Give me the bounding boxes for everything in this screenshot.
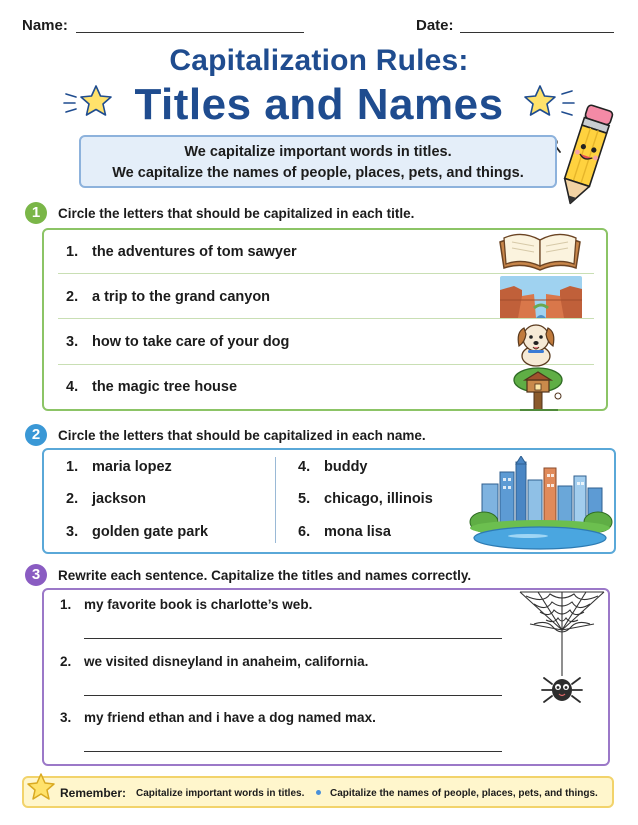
answer-line-3[interactable] [84, 751, 502, 752]
city-park-icon [468, 456, 614, 552]
remember-tip-2: Capitalize the names of people, places, pets, and things. [330, 788, 598, 799]
section-2-instruction: Circle the letters that should be capitalized in each name. [58, 428, 426, 443]
treehouse-icon [510, 366, 568, 412]
page-title: Capitalization Rules: [169, 44, 469, 77]
bullet-dot [316, 790, 321, 795]
canyon-icon [500, 276, 582, 318]
name-item-2[interactable]: 2. jackson [66, 491, 146, 507]
column-divider [275, 457, 276, 543]
section-3-instruction: Rewrite each sentence. Capitalize the titles and names correctly. [58, 568, 472, 583]
answer-line-1[interactable] [84, 638, 502, 639]
open-book-icon [494, 228, 586, 274]
sentence-2: 2. we visited disneyland in anaheim, california. [60, 654, 369, 669]
pencil-mascot-icon [550, 100, 622, 218]
section-2-badge: 2 [25, 424, 47, 446]
dog-icon [510, 318, 562, 368]
sentence-1: 1. my favorite book is charlotte’s web. [60, 597, 313, 612]
name-item-5[interactable]: 5. chicago, illinois [298, 491, 433, 507]
section-3-badge: 3 [25, 564, 47, 586]
name-item-3[interactable]: 3. golden gate park [66, 524, 209, 540]
name-item-6[interactable]: 6. mona lisa [298, 524, 391, 540]
date-label: Date: [416, 17, 454, 34]
intro-line-1: We capitalize important words in titles. [184, 144, 452, 160]
title-item-1[interactable]: 1. the adventures of tom sawyer [66, 244, 297, 260]
star-icon [26, 772, 56, 802]
sentence-3: 3. my friend ethan and i have a dog named max. [60, 710, 376, 725]
section-1-badge: 1 [25, 202, 47, 224]
title-item-4[interactable]: 4. the magic tree house [66, 379, 238, 395]
title-item-2[interactable]: 2. a trip to the grand canyon [66, 289, 271, 305]
intro-line-2: We capitalize the names of people, places, pets, and things. [112, 165, 524, 181]
date-input-line[interactable] [460, 32, 614, 33]
spider-web-icon [516, 590, 608, 710]
remember-label: Remember: [60, 786, 127, 800]
star-icon [62, 82, 118, 122]
intro-box [79, 135, 557, 188]
remember-tip-1: Capitalize important words in titles. [136, 788, 305, 799]
answer-line-2[interactable] [84, 695, 502, 696]
name-input-line[interactable] [76, 32, 304, 33]
title-item-3[interactable]: 3. how to take care of your dog [66, 334, 290, 350]
name-item-1[interactable]: 1. maria lopez [66, 459, 172, 475]
section-1-instruction: Circle the letters that should be capitalized in each title. [58, 206, 415, 221]
name-label: Name: [22, 17, 68, 34]
name-item-4[interactable]: 4. buddy [298, 459, 368, 475]
page-subtitle: Titles and Names [134, 80, 504, 129]
